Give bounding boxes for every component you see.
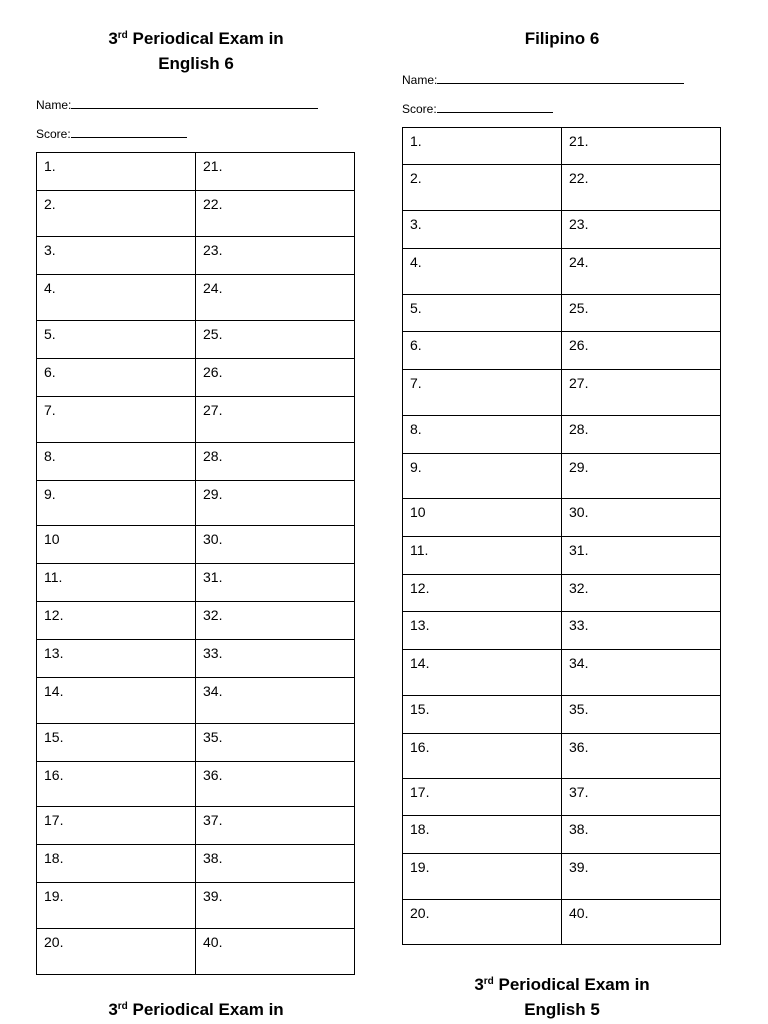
right-answer-table-body [403,128,721,945]
left-score-field [36,125,187,142]
answer-cell[interactable]: 6. [403,332,562,370]
answer-row [37,564,355,602]
answer-cell[interactable]: 20. [37,929,196,975]
answer-cell[interactable]: 10 [403,499,562,537]
answer-row [37,321,355,359]
answer-cell[interactable]: 34. [196,678,355,724]
answer-cell[interactable]: 29. [196,481,355,526]
answer-cell[interactable]: 19. [37,883,196,929]
answer-cell[interactable]: 1. [37,153,196,191]
answer-cell[interactable]: 27. [196,397,355,443]
answer-row [403,332,721,370]
answer-cell[interactable]: 11. [37,564,196,602]
answer-cell[interactable]: 8. [37,443,196,481]
answer-row [37,724,355,762]
left-title-ordinal: 3 [108,29,118,48]
answer-cell[interactable]: 37. [196,807,355,845]
answer-cell[interactable]: 18. [403,816,562,854]
answer-cell[interactable]: 38. [562,816,721,854]
answer-row [403,499,721,537]
answer-cell[interactable]: 21. [562,128,721,165]
left-answer-table-body [37,153,355,975]
answer-cell[interactable]: 13. [403,612,562,650]
answer-row [403,696,721,734]
answer-cell[interactable]: 22. [562,165,721,211]
answer-row [37,929,355,975]
answer-row [37,678,355,724]
answer-row [403,734,721,779]
answer-cell[interactable]: 15. [403,696,562,734]
answer-cell[interactable]: 31. [196,564,355,602]
answer-cell[interactable]: 35. [562,696,721,734]
answer-cell[interactable]: 40. [562,900,721,945]
right-name-blank[interactable] [437,71,684,84]
left-score-label: Score: [36,127,71,141]
answer-cell[interactable]: 7. [403,370,562,416]
answer-cell[interactable]: 23. [196,237,355,275]
answer-cell[interactable]: 9. [403,454,562,499]
answer-row [403,249,721,295]
answer-row [37,640,355,678]
answer-row [37,153,355,191]
left-title-ordinal-suffix: rd [117,30,128,41]
answer-cell[interactable]: 33. [562,612,721,650]
answer-row [403,211,721,249]
answer-row [403,128,721,165]
answer-row [403,454,721,499]
left-bottom-title-ordinal-suffix: rd [117,1001,128,1012]
answer-row [37,762,355,807]
answer-cell[interactable]: 12. [403,575,562,612]
answer-cell[interactable]: 16. [37,762,196,807]
left-name-blank[interactable] [71,96,318,109]
right-answer-table [402,127,721,945]
answer-cell[interactable]: 5. [37,321,196,359]
answer-cell[interactable]: 30. [196,526,355,564]
answer-cell[interactable]: 34. [562,650,721,696]
left-name-field [36,96,318,113]
answer-cell[interactable]: 36. [562,734,721,779]
answer-cell[interactable]: 29. [562,454,721,499]
right-title-text: Filipino 6 [524,29,600,48]
answer-row [403,575,721,612]
answer-row [403,612,721,650]
answer-cell[interactable]: 22. [196,191,355,237]
answer-row [37,845,355,883]
answer-cell[interactable]: 37. [562,779,721,816]
answer-row [403,900,721,945]
answer-cell[interactable]: 39. [562,854,721,900]
left-title-line2: English 6 [158,54,234,73]
answer-cell[interactable]: 30. [562,499,721,537]
answer-row [37,443,355,481]
answer-cell[interactable]: 28. [562,416,721,454]
answer-row [37,397,355,443]
answer-cell[interactable]: 2. [403,165,562,211]
left-score-blank[interactable] [71,125,187,138]
answer-cell[interactable]: 28. [196,443,355,481]
answer-cell[interactable]: 32. [562,575,721,612]
answer-cell[interactable]: 25. [196,321,355,359]
answer-cell[interactable]: 8. [403,416,562,454]
answer-cell[interactable]: 14. [37,678,196,724]
answer-cell[interactable]: 32. [196,602,355,640]
answer-cell[interactable]: 27. [562,370,721,416]
left-name-label: Name: [36,98,72,112]
answer-cell[interactable]: 11. [403,537,562,575]
answer-cell[interactable]: 6. [37,359,196,397]
answer-cell[interactable]: 16. [403,734,562,779]
answer-cell[interactable]: 12. [37,602,196,640]
answer-cell[interactable]: 26. [562,332,721,370]
answer-cell[interactable]: 1. [403,128,562,165]
answer-row [37,191,355,237]
answer-row [37,481,355,526]
answer-cell[interactable]: 7. [37,397,196,443]
left-exam-title [36,26,356,76]
answer-row [37,275,355,321]
right-name-label: Name: [402,73,438,87]
answer-cell[interactable]: 24. [562,249,721,295]
answer-cell[interactable]: 39. [196,883,355,929]
answer-cell[interactable]: 38. [196,845,355,883]
answer-row [37,526,355,564]
answer-row [403,295,721,332]
answer-row [37,602,355,640]
right-bottom-title-line1: Periodical Exam in [493,975,650,994]
answer-cell[interactable]: 4. [403,249,562,295]
answer-cell[interactable]: 35. [196,724,355,762]
answer-row [37,237,355,275]
answer-cell[interactable]: 26. [196,359,355,397]
left-bottom-title [36,997,356,1022]
right-exam-title [402,26,722,51]
answer-cell[interactable]: 20. [403,900,562,945]
answer-cell[interactable]: 17. [37,807,196,845]
right-bottom-title [402,972,722,1022]
answer-cell[interactable]: 4. [37,275,196,321]
answer-cell[interactable]: 40. [196,929,355,975]
answer-row [403,537,721,575]
answer-cell[interactable]: 13. [37,640,196,678]
left-bottom-title-line1: Periodical Exam in [127,1000,284,1019]
answer-cell[interactable]: 3. [403,211,562,249]
answer-cell[interactable]: 2. [37,191,196,237]
answer-cell[interactable]: 10 [37,526,196,564]
left-bottom-title-ordinal: 3 [108,1000,118,1019]
answer-cell[interactable]: 24. [196,275,355,321]
answer-cell[interactable]: 18. [37,845,196,883]
answer-row [403,416,721,454]
answer-row [403,816,721,854]
answer-cell[interactable]: 14. [403,650,562,696]
right-score-blank[interactable] [437,100,553,113]
answer-row [403,779,721,816]
answer-cell[interactable]: 17. [403,779,562,816]
left-answer-table [36,152,355,975]
answer-row [403,370,721,416]
answer-cell[interactable]: 31. [562,537,721,575]
answer-cell[interactable]: 3. [37,237,196,275]
answer-row [37,359,355,397]
answer-row [403,165,721,211]
right-score-field [402,100,553,117]
answer-cell[interactable]: 19. [403,854,562,900]
answer-cell[interactable]: 21. [196,153,355,191]
answer-cell[interactable]: 23. [562,211,721,249]
answer-row [37,807,355,845]
answer-cell[interactable]: 36. [196,762,355,807]
answer-cell[interactable]: 5. [403,295,562,332]
answer-row [403,650,721,696]
answer-row [403,854,721,900]
right-bottom-title-line2: English 5 [524,1000,600,1019]
answer-cell[interactable]: 9. [37,481,196,526]
answer-cell[interactable]: 15. [37,724,196,762]
answer-row [37,883,355,929]
right-bottom-title-ordinal: 3 [474,975,484,994]
right-bottom-title-ordinal-suffix: rd [483,976,494,987]
answer-cell[interactable]: 33. [196,640,355,678]
right-score-label: Score: [402,102,437,116]
left-title-line1: Periodical Exam in [127,29,284,48]
answer-cell[interactable]: 25. [562,295,721,332]
right-name-field [402,71,684,88]
